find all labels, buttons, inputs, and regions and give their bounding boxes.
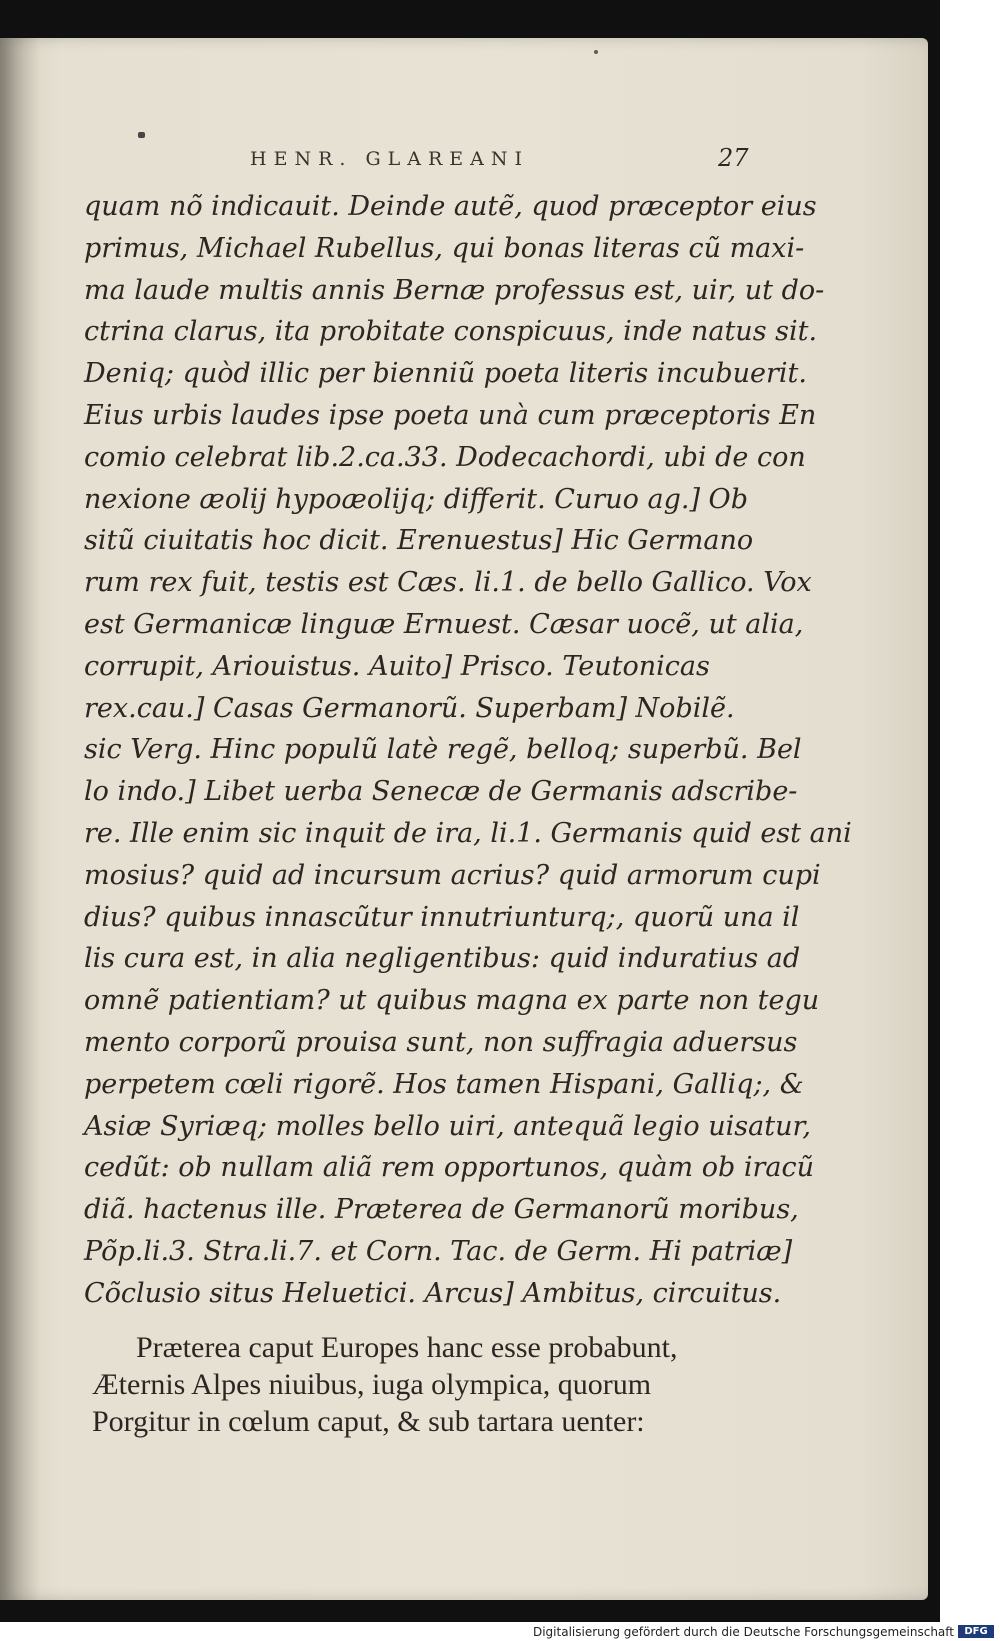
commentary-line: Eius urbis laudes ipse poeta unà cum præceptoris En	[84, 399, 817, 431]
commentary-line: rum rex fuit, testis est Cæs. li.1. de bello Gallico. Vox	[84, 567, 812, 599]
ink-mark	[138, 132, 145, 138]
verse-line: Æternis Alpes niuibus, iuga olympica, quorum	[92, 1368, 652, 1401]
commentary-line: Asiæ Syriæq; molles bello uiri, antequã legio uisatur,	[84, 1110, 812, 1142]
commentary-line: sic Verg. Hinc populũ latè regẽ, belloq; superbũ. Bel	[84, 734, 802, 766]
commentary-line: primus, Michael Rubellus, qui bonas literas cũ maxi-	[84, 232, 805, 264]
commentary-line: re. Ille enim sic inquit de ira, li.1. Germanis quid est ani	[84, 817, 852, 849]
commentary-line: est Germanicæ linguæ Ernuest. Cæsar uocẽ, ut alia,	[84, 608, 804, 640]
commentary-line: diã. hactenus ille. Præterea de Germanorũ moribus,	[84, 1194, 799, 1226]
commentary-line: lis cura est, in alia negligentibus: quid induratius ad	[84, 943, 801, 975]
commentary-line: lo indo.] Libet uerba Senecæ de Germanis adscribe-	[84, 776, 798, 808]
commentary-text	[84, 186, 852, 1315]
commentary-line: quam nõ indicauit. Deinde autẽ, quod præceptor eius	[84, 191, 817, 222]
page-number: 27	[718, 144, 749, 172]
commentary-line: ctrina clarus, ita probitate conspicuus, inde natus sit.	[84, 316, 818, 348]
commentary-line: mosius? quid ad incursum acrius? quid armorum cupi	[84, 859, 821, 891]
commentary-line: mento corporũ prouisa sunt, non suffragia aduersus	[84, 1026, 798, 1058]
gutter-shadow	[0, 38, 40, 1600]
paper-speck	[594, 50, 598, 54]
commentary-line: corrupit, Ariouistus. Auito] Prisco. Teutonicas	[84, 650, 710, 682]
digitization-credit: Digitalisierung gefördert durch die Deutsche Forschungsgemeinschaft	[532, 1625, 954, 1639]
verse-line: Præterea caput Europes hanc esse probabunt,	[136, 1331, 678, 1364]
commentary-line: cedũt: ob nullam aliã rem opportunos, quàm ob iracũ	[84, 1152, 814, 1184]
commentary-line: omnẽ patientiam? ut quibus magna ex parte non tegu	[84, 985, 820, 1017]
commentary-line: Põp.li.3. Stra.li.7. et Corn. Tac. de Germ. Hi patriæ]	[84, 1235, 793, 1267]
running-head: HENR. GLAREANI	[250, 148, 529, 170]
commentary-line: perpetem cœli rigorẽ. Hos tamen Hispani, Galliq;, &	[84, 1068, 804, 1100]
verse-line: Porgitur in cœlum caput, & sub tartara uenter:	[92, 1405, 645, 1438]
commentary-line: Deniq; quòd illic per bienniũ poeta literis incubuerit.	[84, 358, 807, 390]
commentary-line: dius? quibus innascũtur innutriunturq;, quorũ una il	[84, 901, 800, 933]
commentary-line: ma laude multis annis Bernæ professus est, uir, ut do-	[84, 274, 825, 306]
commentary-line: nexione æolij hypoæolijq; differit. Curuo ag.] Ob	[84, 483, 748, 515]
commentary-line: Cõclusio situs Heluetici. Arcus] Ambitus, circuitus.	[84, 1277, 782, 1309]
commentary-line: comio celebrat lib.2.ca.33. Dodecachordi, ubi de con	[84, 441, 806, 473]
verse-block	[92, 1329, 822, 1440]
commentary-line: sitũ ciuitatis hoc dicit. Erenuestus] Hic Germano	[84, 525, 754, 557]
dfg-logo: DFG	[958, 1625, 994, 1638]
commentary-line: rex.cau.] Casas Germanorũ. Superbam] Nobilẽ.	[84, 692, 735, 724]
